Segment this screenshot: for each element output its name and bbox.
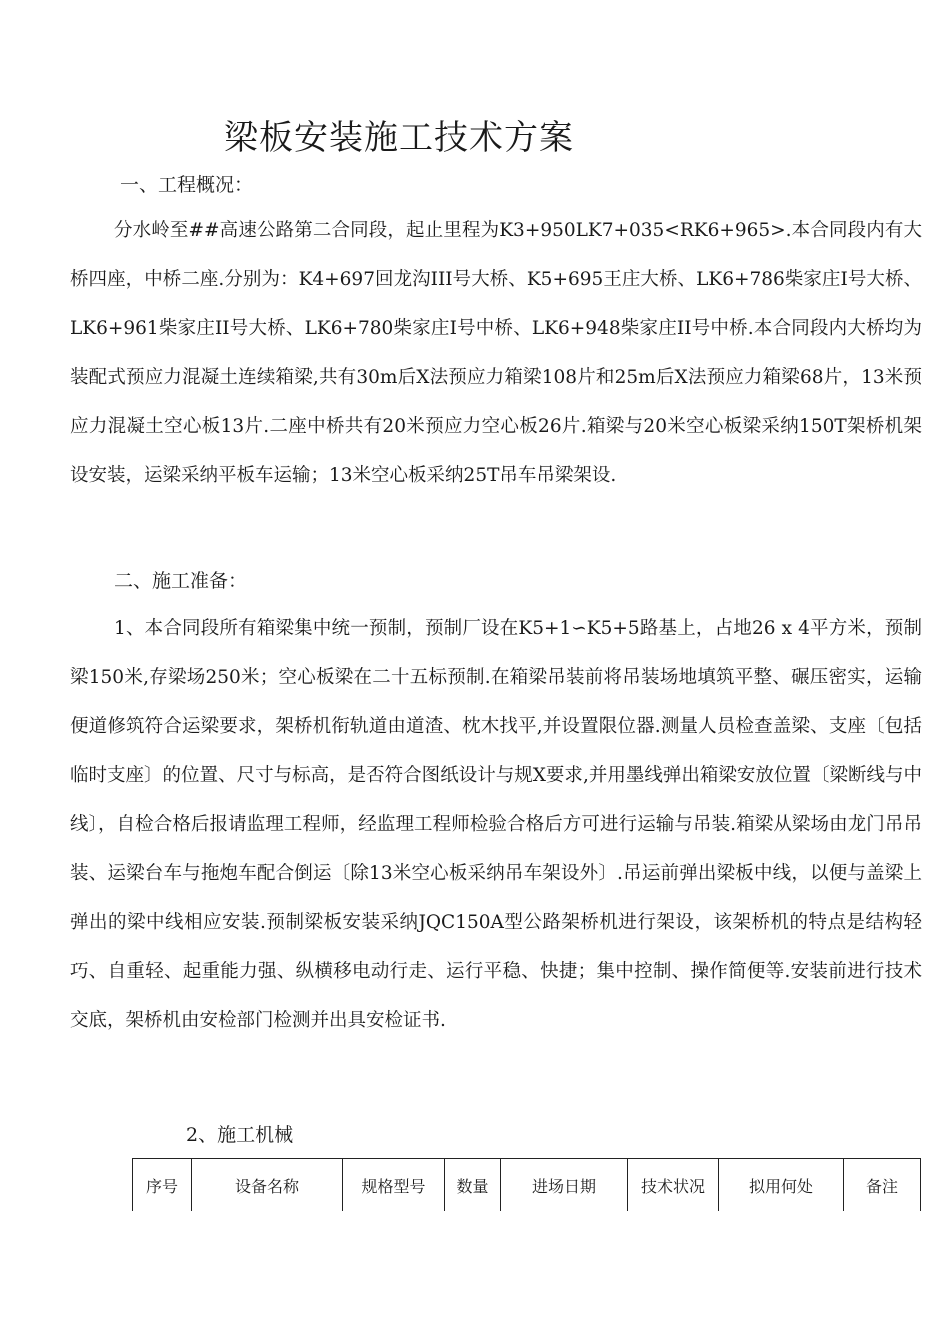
section-heading-preparation: 二、施工准备： bbox=[114, 570, 248, 592]
table-header-cell: 数量 bbox=[445, 1159, 501, 1212]
table-header-cell: 设备名称 bbox=[192, 1159, 343, 1212]
overview-paragraph: 分水岭至##高速公路第二合同段，起止里程为K3+950LK7+035<RK6+965>.本合同段内有大桥四座，中桥二座.分别为：K4+697回龙沟III号大桥、K5+695王庄大桥、LK6+786柴家庄I号大桥、LK6+961柴家庄II号大桥、LK6+780柴家庄I号中桥、LK6+948柴家庄II号中桥.本合同段内大桥均为装配式预应力混凝土连续箱梁,共有30m后X法预应力箱梁108片和25m后X法预应力箱梁68片，13米预应力混凝土空心板13片.二座中桥共有20米预应力空心板26片.箱梁与20米空心板梁采纳150T架桥机架设安装，运梁采纳平板车运输；13米空心板采纳25T吊车吊梁架设. bbox=[70, 220, 922, 486]
section-heading-machinery: 2、施工机械 bbox=[186, 1124, 294, 1146]
table-header-cell: 规格型号 bbox=[343, 1159, 445, 1212]
table-header-cell: 进场日期 bbox=[501, 1159, 628, 1212]
table-header-cell: 技术状况 bbox=[628, 1159, 719, 1212]
section-heading-overview: 一、工程概况： bbox=[120, 174, 254, 196]
table-header-cell: 序号 bbox=[133, 1159, 192, 1212]
document-title: 梁板安装施工技术方案 bbox=[224, 118, 574, 158]
machinery-table bbox=[132, 1158, 921, 1211]
table-header-cell: 拟用何处 bbox=[719, 1159, 844, 1212]
table-header-cell: 备注 bbox=[844, 1159, 921, 1212]
table-header-row bbox=[133, 1159, 921, 1212]
preparation-paragraph: 1、本合同段所有箱梁集中统一预制，预制厂设在K5+1∽K5+5路基上，占地26 x 4平方米，预制梁150米,存梁场250米；空心板梁在二十五标预制.在箱梁吊装前将吊装场地填筑平整、碾压密实，运输便道修筑符合运梁要求，架桥机衔轨道由道渣、枕木找平,并设置限位器.测量人员检查盖梁、支座〔包括临时支座〕的位置、尺寸与标高，是否符合图纸设计与规X要求,并用墨线弹出箱梁安放位置〔梁断线与中线〕，自检合格后报请监理工程师，经监理工程师检验合格后方可进行运输与吊装.箱梁从梁场由龙门吊吊装、运梁台车与拖炮车配合倒运〔除13米空心板采纳吊车架设外〕.吊运前弹出梁板中线，以便与盖梁上弹出的梁中线相应安装.预制梁板安装采纳JQC150A型公路架桥机进行架设，该架桥机的特点是结构轻巧、自重轻、起重能力强、纵横移电动行走、运行平稳、快捷；集中控制、操作简便等.安装前进行技术交底，架桥机由安检部门检测并出具安检证书. bbox=[70, 618, 922, 1031]
